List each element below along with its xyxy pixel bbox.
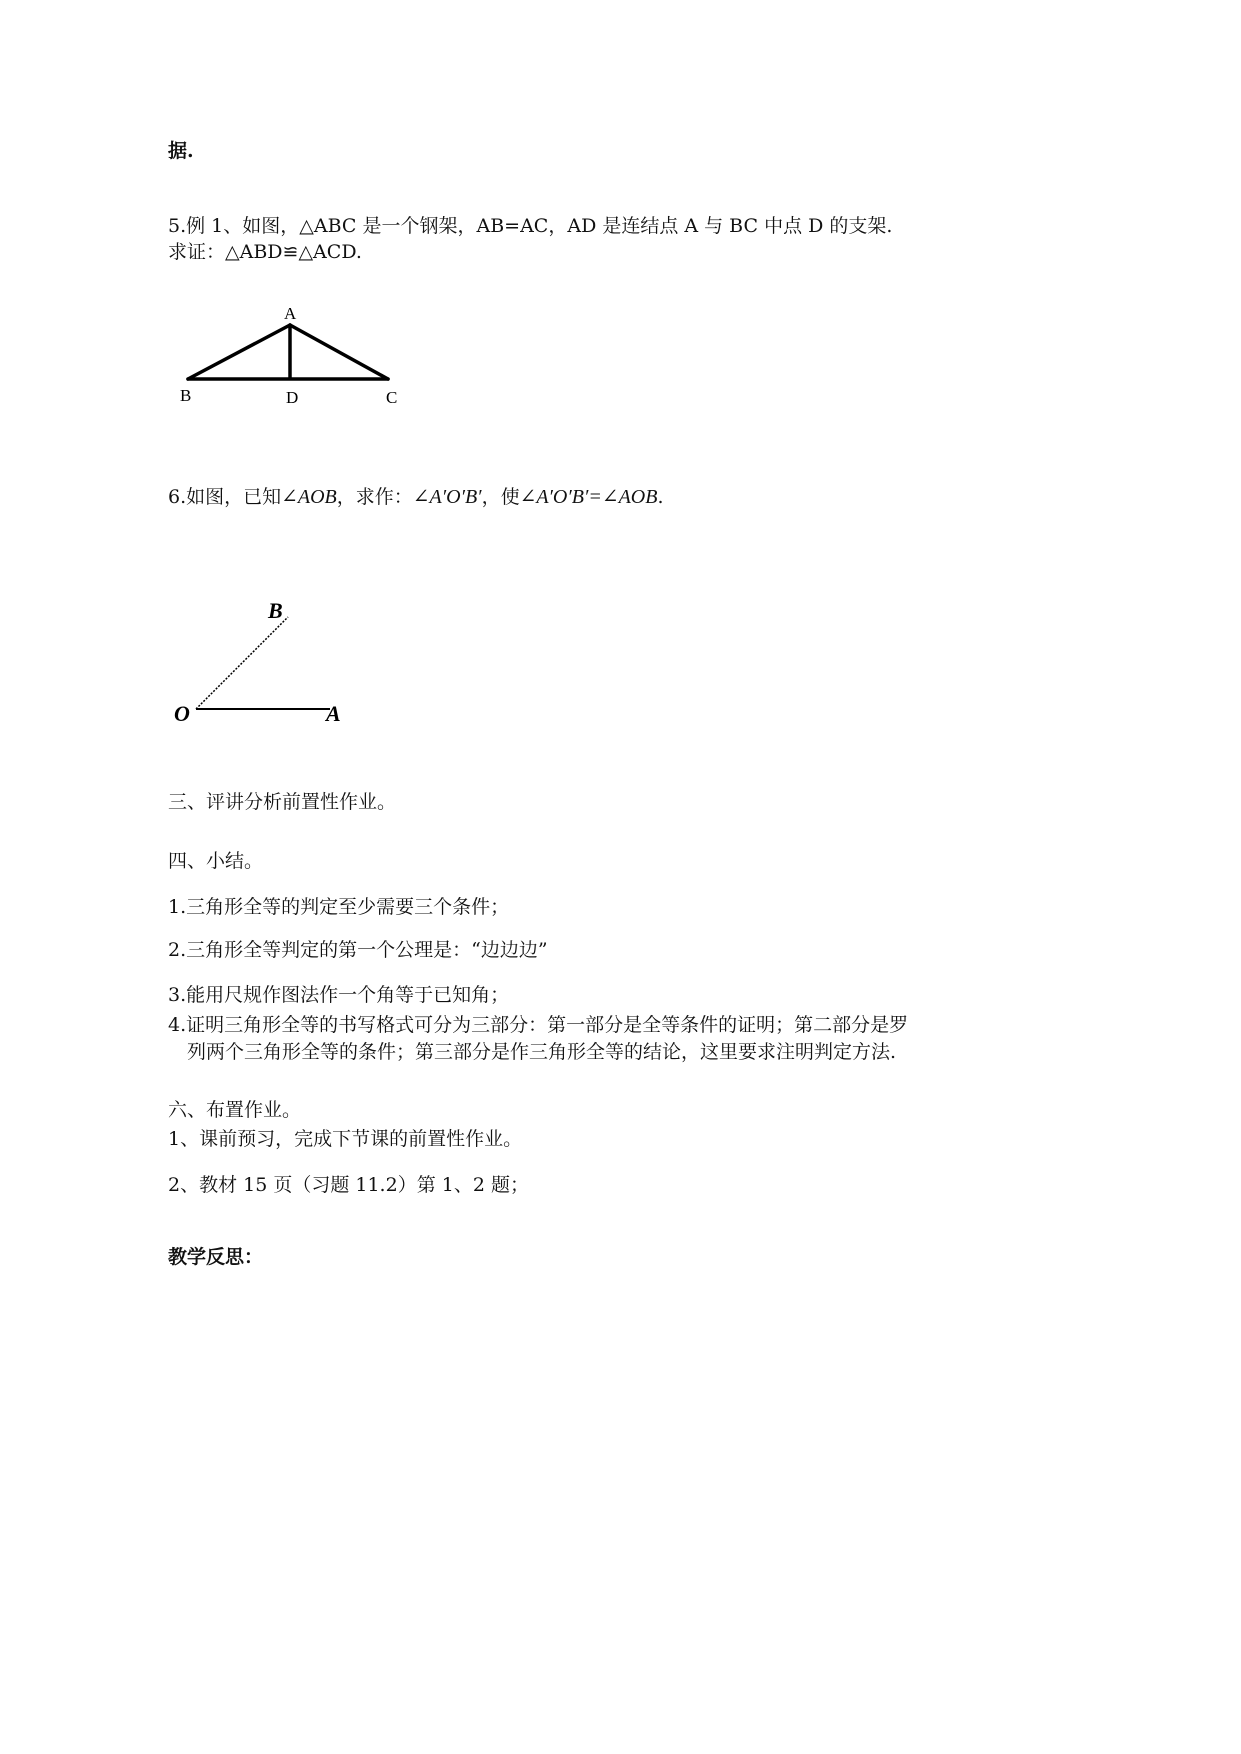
section6-title: 六、布置作业。 <box>168 1099 302 1121</box>
problem6-line <box>168 485 664 509</box>
construct-angle: ∠A′O′B′ <box>412 486 482 508</box>
problem6-prefix: 6.如图，已知 <box>168 486 282 508</box>
problem5-line1: 5.例 1、如图，△ABC 是一个钢架，AB=AC，AD 是连结点 A 与 BC 中点 D 的支架. <box>168 215 893 237</box>
summary-item-3: 3.能用尺规作图法作一个角等于已知角； <box>168 984 510 1006</box>
problem6-mid: ，求作： <box>336 486 413 508</box>
problem6-mid2: ，使 <box>481 486 520 508</box>
homework-item-1: 1、课前预习，完成下节课的前置性作业。 <box>168 1128 523 1150</box>
triangle-abc-figure <box>160 295 420 415</box>
reflection-heading: 教学反思： <box>168 1246 264 1268</box>
summary-item-1: 1.三角形全等的判定至少需要三个条件； <box>168 896 510 918</box>
homework-item-2: 2、教材 15 页（习题 11.2）第 1、2 题； <box>168 1174 529 1196</box>
label-o: O <box>174 701 190 726</box>
problem6-end: . <box>657 486 664 508</box>
problem5-line2: 求证：△ABD≌△ACD. <box>168 241 362 263</box>
label-a-ray: A <box>326 701 341 726</box>
top-fragment-text: 据. <box>168 140 194 162</box>
label-a: A <box>284 304 297 323</box>
label-b-ray: B <box>268 598 283 623</box>
angle-equation: ∠A′O′B′=∠AOB <box>519 486 658 508</box>
section4-title: 四、小结。 <box>168 850 264 872</box>
label-c: C <box>386 388 398 407</box>
angle-aob-figure <box>170 595 360 735</box>
section3-title: 三、评讲分析前置性作业。 <box>168 791 397 813</box>
summary-item-2: 2.三角形全等判定的第一个公理是：“边边边” <box>168 939 548 961</box>
label-b: B <box>180 386 192 405</box>
summary-item-4-line2: 列两个三角形全等的条件；第三部分是作三角形全等的结论，这里要求注明判定方法. <box>187 1041 897 1063</box>
given-angle: ∠AOB <box>281 486 337 508</box>
summary-item-4-line1: 4.证明三角形全等的书写格式可分为三部分：第一部分是全等条件的证明；第二部分是罗 <box>168 1014 909 1036</box>
label-d: D <box>286 388 299 407</box>
